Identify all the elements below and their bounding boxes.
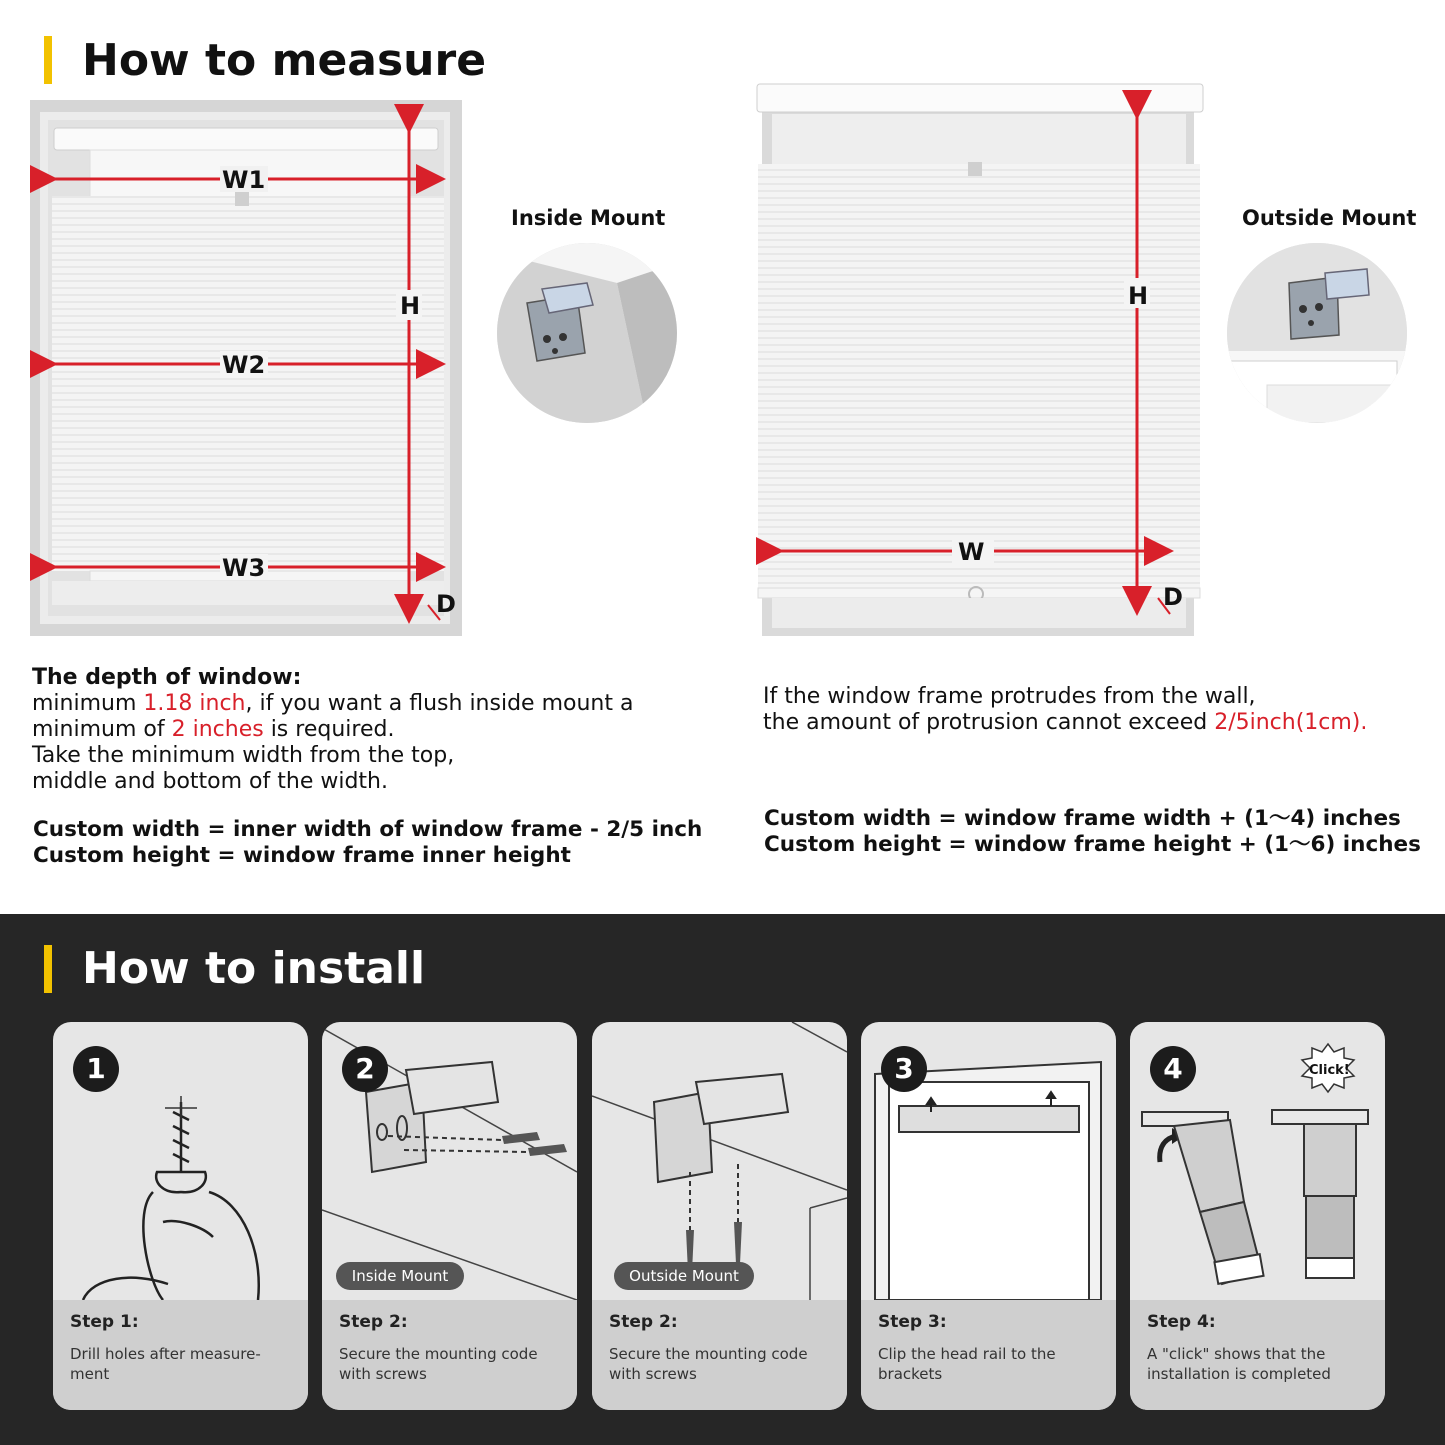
step-4-caption xyxy=(1130,1300,1385,1410)
step-2b-desc: Secure the mounting code with screws xyxy=(609,1345,808,1383)
step-1-caption xyxy=(53,1300,308,1410)
outside-mount-screw-illustration xyxy=(592,1022,847,1300)
step-2-desc: Secure the mounting code with screws xyxy=(339,1345,538,1383)
depth-line-2-b: is required. xyxy=(263,717,395,742)
depth-heading: The depth of window: xyxy=(32,665,302,690)
inside-mount-bracket-photo xyxy=(497,243,677,423)
step-card-1 xyxy=(53,1022,308,1410)
outside-d-label: D xyxy=(1163,583,1183,611)
inside-formula-height: Custom height = window frame inner height xyxy=(33,843,571,868)
measure-accent-bar xyxy=(44,36,52,84)
depth-line-4: middle and bottom of the width. xyxy=(32,769,388,794)
step-1-title: Step 1: xyxy=(70,1312,139,1332)
step-4-desc: A "click" shows that the installation is completed xyxy=(1147,1345,1331,1383)
step-2b-caption xyxy=(592,1300,847,1410)
outside-formula-height: Custom height = window frame height + (1～6) inches xyxy=(764,832,1421,857)
step-2-caption xyxy=(322,1300,577,1410)
inside-d-label: D xyxy=(436,590,456,618)
inside-h-label: H xyxy=(400,292,421,320)
step-card-3 xyxy=(592,1022,847,1410)
bracket-icon xyxy=(654,1074,788,1182)
outside-mount-tag: Outside Mount xyxy=(614,1262,754,1290)
step-card-4 xyxy=(861,1022,1116,1410)
inside-formula-width: Custom width = inner width of window frame - 2/5 inch xyxy=(33,817,703,842)
step-3-title: Step 3: xyxy=(878,1312,947,1332)
step-card-2 xyxy=(322,1022,577,1410)
inside-mount-tag: Inside Mount xyxy=(336,1262,464,1290)
step-number-1: 1 xyxy=(73,1046,119,1092)
depth-line-1-b: , if you want a flush inside mount a xyxy=(245,691,634,716)
outside-h-label: H xyxy=(1128,282,1149,310)
depth-line-1 xyxy=(32,691,633,717)
screw-icon xyxy=(502,1132,567,1156)
inside-mount-title: Inside Mount xyxy=(511,206,666,230)
min-depth-value: 1.18 inch xyxy=(143,691,246,716)
protrusion-limit-value: 2/5inch(1cm). xyxy=(1214,710,1368,735)
depth-line-3: Take the minimum width from the top, xyxy=(32,743,455,768)
outside-mount-bracket-photo xyxy=(1227,243,1407,423)
inside-w2-label: W2 xyxy=(222,351,266,379)
step-3-desc: Clip the head rail to the brackets xyxy=(878,1345,1056,1383)
protrusion-line-2 xyxy=(763,710,1367,736)
measure-section-title: How to measure xyxy=(82,35,487,86)
outside-w-label: W xyxy=(958,538,985,566)
step-card-5 xyxy=(1130,1022,1385,1410)
install-section-title: How to install xyxy=(82,943,426,994)
crosshair-icon xyxy=(165,1096,197,1120)
step-number-3: 3 xyxy=(881,1046,927,1092)
protrusion-line-2-a: the amount of protrusion cannot exceed xyxy=(763,710,1215,735)
depth-line-1-a: minimum xyxy=(32,691,144,716)
flush-depth-value: 2 inches xyxy=(171,717,264,742)
protrusion-line-1: If the window frame protrudes from the wall, xyxy=(763,684,1256,709)
step-1-desc: Drill holes after measure-ment xyxy=(70,1345,261,1383)
step-2b-title: Step 2: xyxy=(609,1312,678,1332)
step-4-title: Step 4: xyxy=(1147,1312,1216,1332)
depth-line-2 xyxy=(32,717,394,743)
step-number-2: 2 xyxy=(342,1046,388,1092)
outside-formula-width: Custom width = window frame width + (1～4) inches xyxy=(764,806,1401,831)
inside-w1-label: W1 xyxy=(222,166,266,194)
depth-line-2-a: minimum of xyxy=(32,717,172,742)
inside-w3-label: W3 xyxy=(222,554,266,582)
step-number-4: 4 xyxy=(1150,1046,1196,1092)
install-accent-bar xyxy=(44,945,52,993)
step-3-caption xyxy=(861,1300,1116,1410)
outside-mount-title: Outside Mount xyxy=(1242,206,1417,230)
step-2-title: Step 2: xyxy=(339,1312,408,1332)
click-burst-label: Click! xyxy=(1309,1063,1350,1078)
